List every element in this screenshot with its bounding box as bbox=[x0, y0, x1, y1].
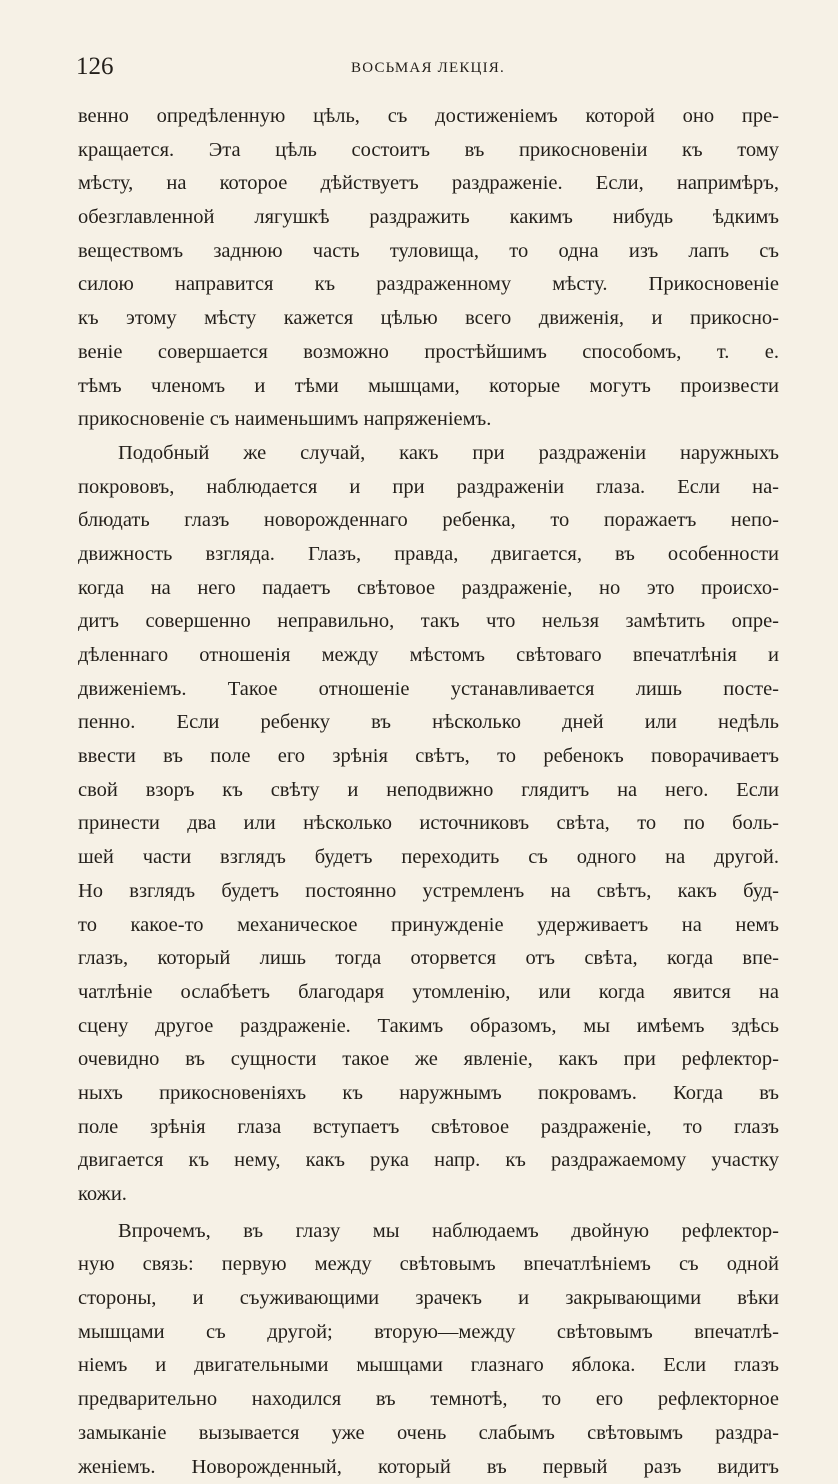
text-line: ніемъ и двигательными мышцами глазнаго яблока. Если глазъ bbox=[78, 1349, 779, 1383]
text-line: когда на него падаетъ свѣтовое раздраженіе, но это происхо- bbox=[78, 572, 779, 606]
text-line: чатлѣніе ослабѣетъ благодаря утомленію, или когда явится на bbox=[78, 976, 779, 1010]
text-line: къ этому мѣсту кажется цѣлью всего движенія, и прикосно- bbox=[78, 302, 779, 336]
text-line: обезглавленной лягушкѣ раздражить какимъ нибудь ѣдкимъ bbox=[78, 201, 779, 235]
text-line: дитъ совершенно неправильно, такъ что нельзя замѣтить опре- bbox=[78, 605, 779, 639]
text-line: веніе совершается возможно простѣйшимъ способомъ, т. е. bbox=[78, 336, 779, 370]
text-line: двигается къ нему, какъ рука напр. къ раздражаемому участку bbox=[78, 1144, 779, 1178]
text-line: движеніемъ. Такое отношеніе устанавливается лишь посте- bbox=[78, 673, 779, 707]
text-line: то какое-то механическое принужденіе удерживаетъ на немъ bbox=[78, 909, 779, 943]
text-line: венно опредѣленную цѣль, съ достиженіемъ которой оно пре- bbox=[78, 100, 779, 134]
text-line: женіемъ. Новорожденный, который въ первый разъ видитъ bbox=[78, 1451, 779, 1484]
text-line: Впрочемъ, въ глазу мы наблюдаемъ двойную рефлектор- bbox=[78, 1215, 779, 1249]
text-line: сцену другое раздраженіе. Такимъ образомъ, мы имѣемъ здѣсь bbox=[78, 1010, 779, 1044]
text-line: очевидно въ сущности такое же явленіе, какъ при рефлектор- bbox=[78, 1043, 779, 1077]
page-header bbox=[76, 52, 780, 88]
text-line: кращается. Эта цѣль состоитъ въ прикосновеніи къ тому bbox=[78, 134, 779, 168]
text-line: тѣмъ членомъ и тѣми мышцами, которые могутъ произвести bbox=[78, 370, 779, 404]
text-line: движность взгляда. Глазъ, правда, двигается, въ особенности bbox=[78, 538, 779, 572]
page-number: 126 bbox=[76, 52, 114, 82]
text-line: мѣсту, на которое дѣйствуетъ раздраженіе. Если, напримѣръ, bbox=[78, 167, 779, 201]
text-line: шей части взглядъ будетъ переходить съ одного на другой. bbox=[78, 841, 779, 875]
text-line: свой взоръ къ свѣту и неподвижно глядитъ на него. Если bbox=[78, 774, 779, 808]
paragraph-2 bbox=[78, 437, 779, 1212]
text-line: покрововъ, наблюдается и при раздраженіи глаза. Если на- bbox=[78, 471, 779, 505]
text-line: замыканіе вызывается уже очень слабымъ свѣтовымъ раздра- bbox=[78, 1417, 779, 1451]
running-title: ВОСЬМАЯ ЛЕКЦІЯ. bbox=[76, 58, 780, 78]
text-line: Подобный же случай, какъ при раздраженіи наружныхъ bbox=[78, 437, 779, 471]
text-line: дѣленнаго отношенія между мѣстомъ свѣтоваго впечатлѣнія и bbox=[78, 639, 779, 673]
text-line: поле зрѣнія глаза вступаетъ свѣтовое раздраженіе, то глазъ bbox=[78, 1111, 779, 1145]
text-line: ныхъ прикосновеніяхъ къ наружнымъ покровамъ. Когда въ bbox=[78, 1077, 779, 1111]
text-line: силою направится къ раздраженному мѣсту. Прикосновеніе bbox=[78, 268, 779, 302]
text-line: принести два или нѣсколько источниковъ свѣта, то по боль- bbox=[78, 807, 779, 841]
text-line: кожи. bbox=[78, 1178, 779, 1212]
text-line: блюдать глазъ новорожденнаго ребенка, то поражаетъ непо- bbox=[78, 504, 779, 538]
text-line: стороны, и съуживающими зрачекъ и закрывающими вѣки bbox=[78, 1282, 779, 1316]
body-text bbox=[78, 100, 779, 1484]
text-line: Но взглядъ будетъ постоянно устремленъ на свѣтъ, какъ буд- bbox=[78, 875, 779, 909]
paragraph-1 bbox=[78, 100, 779, 437]
text-line: мышцами съ другой; вторую—между свѣтовымъ впечатлѣ- bbox=[78, 1316, 779, 1350]
text-line: предварительно находился въ темнотѣ, то его рефлекторное bbox=[78, 1383, 779, 1417]
text-line: ную связь: первую между свѣтовымъ впечатлѣніемъ съ одной bbox=[78, 1248, 779, 1282]
paragraph-3 bbox=[78, 1215, 779, 1484]
text-line: ввести въ поле его зрѣнія свѣтъ, то ребенокъ поворачиваетъ bbox=[78, 740, 779, 774]
text-line: прикосновеніе съ наименьшимъ напряженіемъ. bbox=[78, 403, 779, 437]
text-line: пенно. Если ребенку въ нѣсколько дней или недѣль bbox=[78, 706, 779, 740]
text-line: глазъ, который лишь тогда оторвется отъ свѣта, когда впе- bbox=[78, 942, 779, 976]
text-line: веществомъ заднюю часть туловища, то одна изъ лапъ съ bbox=[78, 235, 779, 269]
